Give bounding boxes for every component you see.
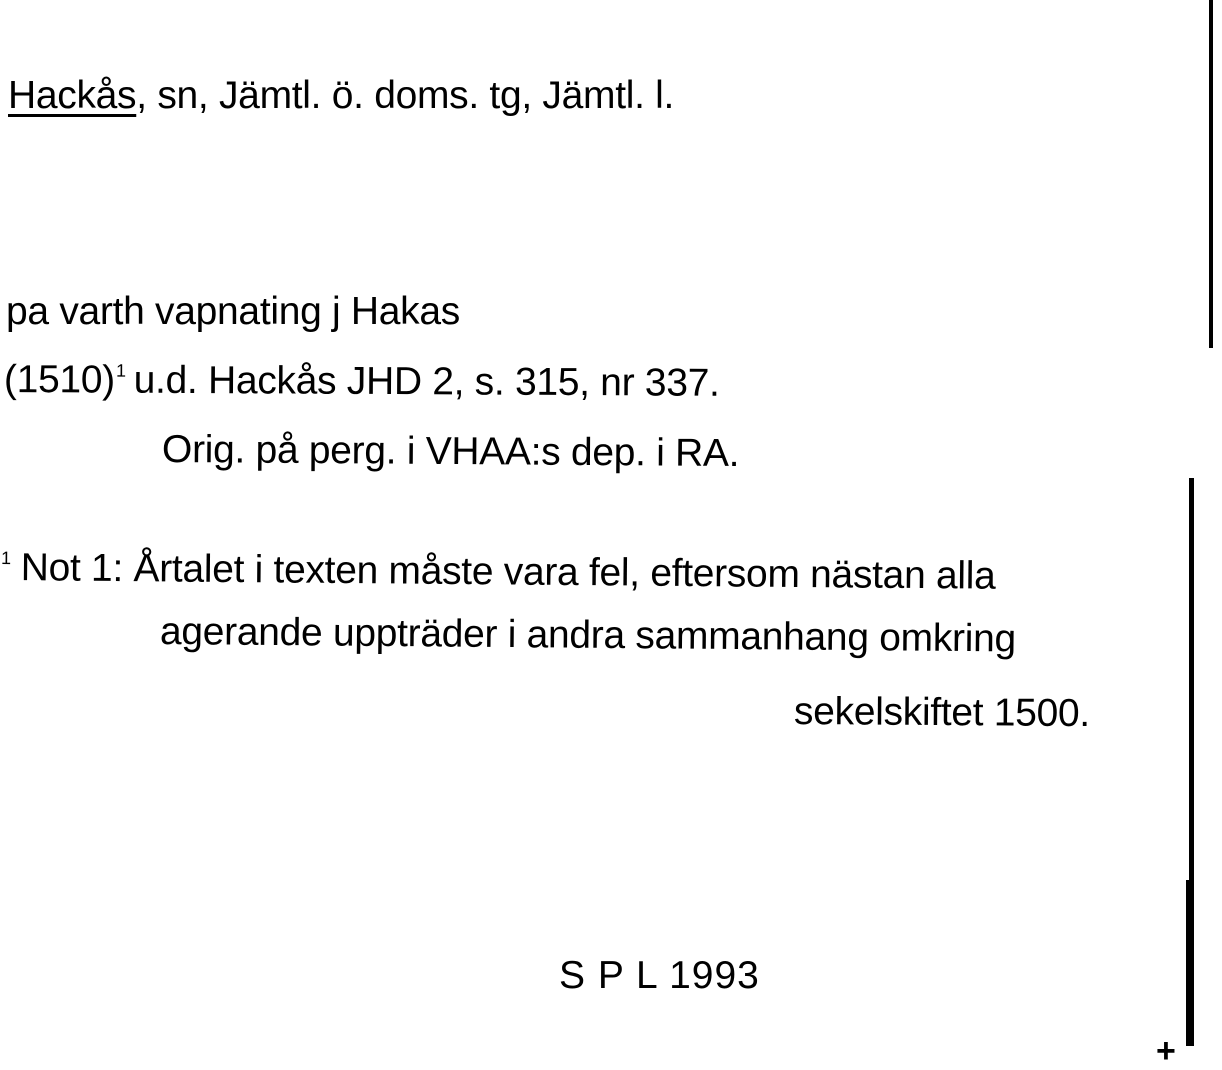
right-edge-lower-rule-thick [1186,880,1191,1046]
footnote-text-1: Not 1: Årtalet i texten måste vara fel, eftersom nästan alla [20,546,996,598]
card-header [8,76,674,115]
footnote-line-1 [0,548,996,596]
corner-mark: + [1156,1032,1176,1070]
source-year: (1510) [3,358,116,402]
footnote-line-2: agerande uppträder i andra sammanhang omkring [159,610,1017,661]
citation-text: u.d. Hackås JHD 2, s. 315, nr 337. [133,358,720,405]
header-details: , sn, Jämtl. ö. doms. tg, Jämtl. l. [136,74,675,117]
headword: Hackås [8,74,137,117]
source-citation [4,360,720,403]
footnote-reference: 1 [115,360,126,381]
footnote-marker: 1 [0,548,11,569]
footnote-line-3: sekelskiftet 1500. [793,690,1091,736]
quote-text: pa varth vapnating j Hakas [6,290,460,333]
right-edge-upper-rule [1209,0,1213,348]
signature: S P L 1993 [559,954,760,997]
source-note: Orig. på perg. i VHAA:s dep. i RA. [161,428,740,476]
